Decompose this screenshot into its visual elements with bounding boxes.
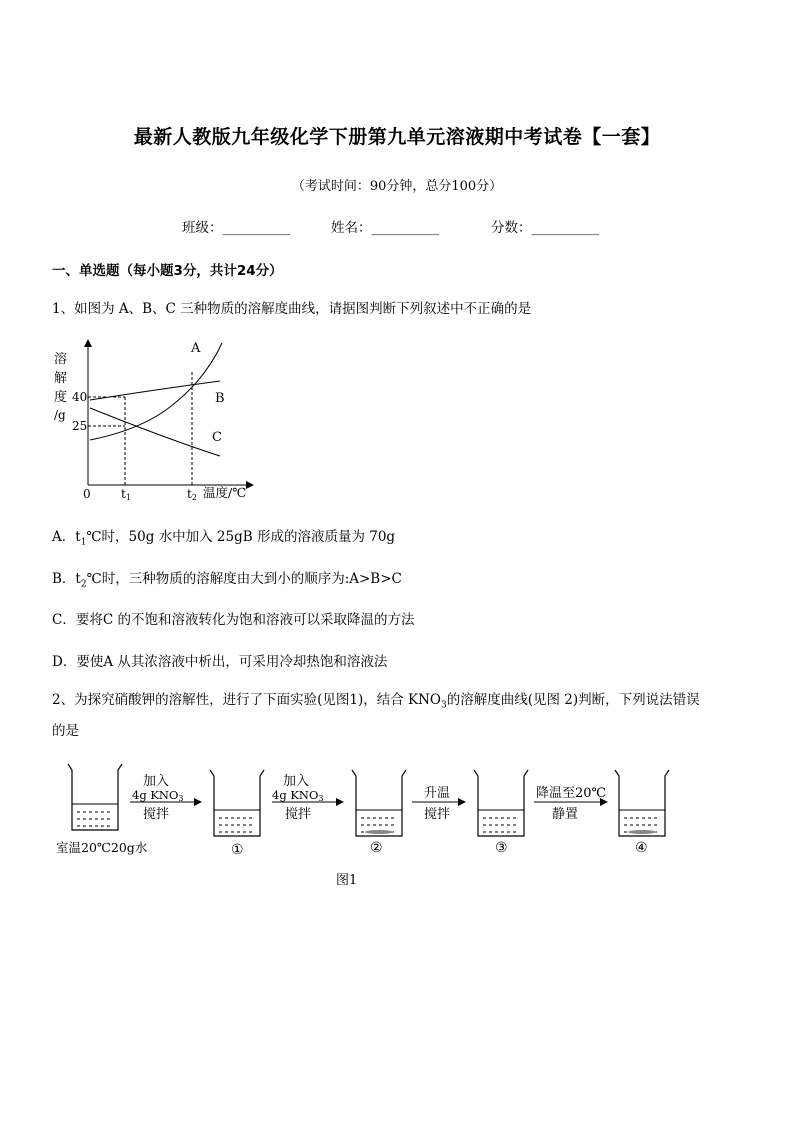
crystal-solid-4 [628, 830, 656, 834]
curve-label-a: A [191, 341, 201, 356]
curve-c [90, 408, 220, 456]
origin-label: 0 [83, 487, 91, 501]
step2-reagent-label: 4g KNO3 [272, 788, 324, 803]
beaker-start [68, 764, 122, 830]
section-heading: 一、单选题（每小题3分，共计24分） [52, 263, 283, 279]
y-tick-40: 40 [72, 390, 88, 404]
curve-b [90, 381, 220, 400]
name-field [331, 216, 439, 236]
step3-heat-label: 升温 [424, 786, 451, 801]
step3-stir-label: 搅拌 [424, 807, 451, 822]
y-label-char-2: 解 [54, 371, 68, 386]
y-label-char-1: 溶 [54, 352, 68, 367]
curve-label-c: C [212, 430, 222, 445]
class-blank: __________ [222, 220, 290, 236]
beaker-2 [352, 770, 406, 836]
step4-cool-label: 降温至20℃ [536, 786, 607, 801]
q1-option-b: B．$t_2℃$时，三种物质的溶解度由大到小的顺序为:A>B>C [52, 571, 402, 590]
figure-1-caption: 图1 [336, 873, 358, 888]
x-axis-label: 温度/℃ [203, 485, 247, 500]
name-label: 姓名： [331, 220, 372, 236]
name-blank: __________ [371, 220, 439, 236]
q1-option-d: D．要使A 从其浓溶液中析出，可采用冷却热饱和溶液法 [52, 654, 388, 670]
y-tick-25: 25 [72, 419, 88, 433]
solubility-curve-figure [50, 335, 270, 505]
beaker-1 [210, 770, 264, 836]
question-1-stem: 1、如图为 A、B、C 三种物质的溶解度曲线，请据图判断下列叙述中不正确的是 [52, 301, 532, 317]
beaker-1-label: ① [231, 842, 244, 858]
step1-add-label: 加入 [143, 774, 170, 789]
beaker-4 [615, 770, 669, 836]
class-field [182, 216, 290, 236]
curve-a [90, 343, 222, 440]
question-2-stem: 2、为探究硝酸钾的溶解性，进行了下面实验(见图1)，结合 $KNO_3$的溶解度曲线(见图 2)判断，下列说法错误 的是 [52, 692, 700, 739]
exam-duration-note: （考试时间：90分钟，总分100分） [291, 179, 503, 194]
q1-option-a: A．$t_1℃$时，50g 水中加入 25gB 形成的溶液质量为 70g [52, 529, 396, 548]
score-blank: __________ [531, 220, 599, 236]
page-title: 最新人教版九年级化学下册第九单元溶液期中考试卷【一套】 [133, 126, 661, 148]
curve-label-b: B [215, 391, 225, 406]
x-tick-t1: t1 [121, 487, 131, 502]
y-label-char-3: 度 [54, 390, 68, 405]
step2-stir-label: 搅拌 [285, 807, 312, 822]
step1-stir-label: 搅拌 [143, 807, 170, 822]
step2-add-label: 加入 [283, 774, 310, 789]
undissolved-solid-2 [365, 830, 393, 834]
beaker-3-label: ③ [495, 840, 508, 856]
step4-rest-label: 静置 [552, 807, 579, 822]
start-condition-label: 室温20℃20g水 [56, 840, 148, 855]
q1-option-c: C．要将C 的不饱和溶液转化为饱和溶液可以采取降温的方法 [52, 612, 415, 628]
beaker-3 [474, 770, 528, 836]
beaker-2-label: ② [370, 840, 383, 856]
score-field [491, 216, 599, 236]
beaker-4-label: ④ [635, 840, 648, 856]
step1-reagent-label: 4g KNO3 [132, 788, 184, 803]
class-label: 班级： [182, 220, 223, 236]
y-label-char-4: /g [54, 408, 66, 422]
score-label: 分数： [491, 220, 532, 236]
x-tick-t2: t2 [187, 487, 197, 502]
experiment-figure-1 [50, 760, 690, 890]
